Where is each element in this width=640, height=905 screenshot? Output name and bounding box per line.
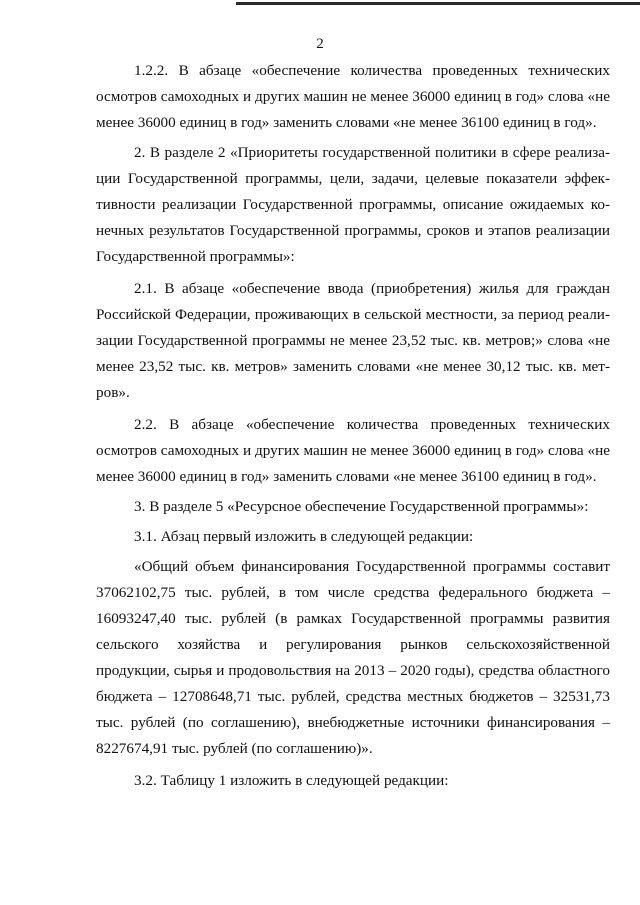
paragraph-financing: «Общий объем финансирования Государственной программы составит 37062102,75 тыс. рублей, в том числе средства федерального бюджета – 16093247,40 тыс. рублей (в рамках Государственной программы развития сельского хозяйства и регулирования рынков сельскохозяйственной продукции, сырья и продовольствия на 2013 – 2020 годы), средства областного бюджета – 12708648,71 тыс. рублей, средства местных бюджетов – 32531,73 тыс. рублей (по соглашению), внебюджетные источники финансирования – 8227674,91 тыс. рублей (по соглашению)». (96, 558, 610, 757)
paragraph-2: 2. В разделе 2 «Приоритеты государственной политики в сфере реализации Государственной программы, цели, задачи, целевые показатели эффективности реализации Государственной программы, описание ожидаемых конечных результатов Государственной программы, сроков и этапов реализации Государственной программы»: (96, 144, 610, 265)
page-number: 2 (316, 36, 324, 52)
paragraph-3: 3. В разделе 5 «Ресурсное обеспечение Государственной программы»: (134, 498, 589, 515)
paragraph-1-2-2: 1.2.2. В абзаце «обеспечение количества проведенных технических осмотров самоходных и других машин не менее 36000 единиц в год» слова «не менее 36000 единиц в год» заменить словами «не менее 36100 единиц в год». (96, 62, 610, 131)
paragraph-2-2: 2.2. В абзаце «обеспечение количества проведенных технических осмотров самоходных и других машин не менее 36000 единиц в год» слова «не менее 36000 единиц в год» заменить словами «не менее 36100 единиц в год». (96, 416, 610, 485)
document-body (96, 58, 610, 794)
paragraph-3-1: 3.1. Абзац первый изложить в следующей редакции: (134, 528, 474, 545)
paragraph-3-2: 3.2. Таблицу 1 изложить в следующей редакции: (134, 772, 449, 789)
paragraph-2-1: 2.1. В абзаце «обеспечение ввода (приобретения) жилья для граждан Российской Федерации, проживающих в сельской местности, за период реализации Государственной программы не менее 23,52 тыс. кв. метров;» слова «не менее 23,52 тыс. кв. метров» заменить словами «не менее 30,12 тыс. кв. метров». (96, 280, 610, 401)
top-scan-rule (236, 2, 640, 5)
